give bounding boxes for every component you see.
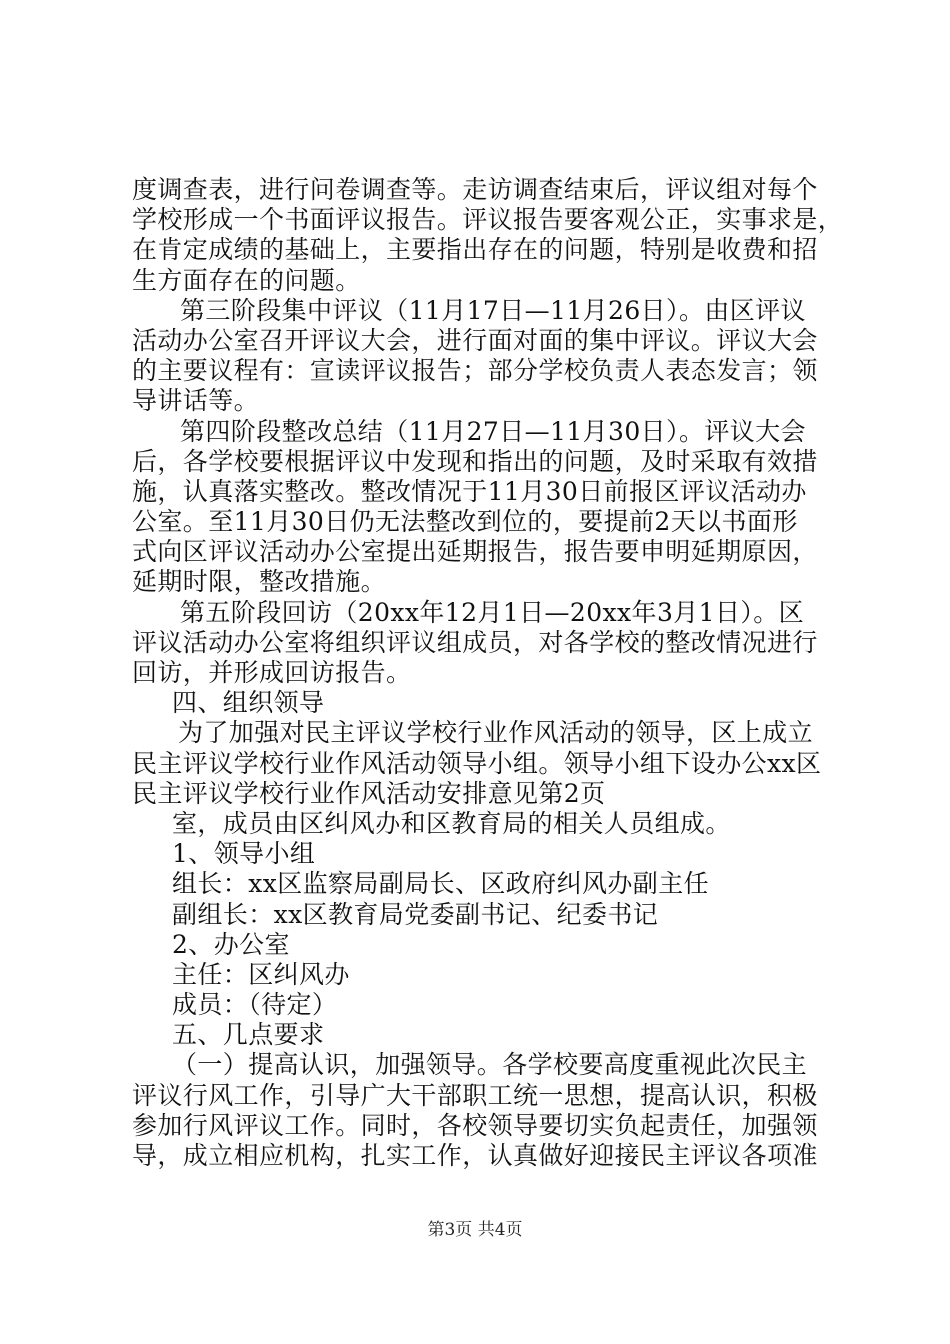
text-line: 活动办公室召开评议大会，进行面对面的集中评议。评议大会 bbox=[132, 325, 818, 355]
text-line: 组长：xx区监察局副局长、区政府纠风办副主任 bbox=[172, 869, 709, 899]
text-line: 公室。至11月30日仍无法整改到位的，要提前2天以书面形 bbox=[132, 507, 798, 537]
text-line: 为了加强对民主评议学校行业作风活动的领导，区上成立 bbox=[178, 718, 814, 748]
text-line: 民主评议学校行业作风活动领导小组。领导小组下设办公xx区 bbox=[132, 748, 822, 778]
text-line: 室，成员由区纠风办和区教育局的相关人员组成。 bbox=[172, 808, 731, 838]
text-line: 生方面存在的问题。 bbox=[132, 265, 361, 295]
text-line: 2、办公室 bbox=[172, 929, 290, 959]
text-line: 评议行风工作，引导广大干部职工统一思想，提高认识，积极 bbox=[132, 1080, 818, 1110]
text-line: 四、组织领导 bbox=[172, 688, 325, 718]
text-line: 度调查表，进行问卷调查等。走访调查结束后，评议组对每个 bbox=[132, 175, 818, 204]
text-line: 回访，并形成回访报告。 bbox=[132, 658, 412, 687]
text-line: 在肯定成绩的基础上，主要指出存在的问题，特别是收费和招 bbox=[132, 235, 818, 265]
text-line: 施，认真落实整改。整改情况于11月30日前报区评议活动办 bbox=[132, 476, 807, 506]
text-line: 评议活动办公室将组织评议组成员，对各学校的整改情况进行 bbox=[132, 627, 818, 657]
text-line: 副组长：xx区教育局党委副书记、纪委书记 bbox=[172, 899, 659, 929]
text-line: 学校形成一个书面评议报告。评议报告要客观公正，实事求是， bbox=[132, 205, 844, 235]
text-line: 第三阶段集中评议（11月17日—11月26日）。由区评议 bbox=[180, 295, 806, 325]
text-line: 第四阶段整改总结（11月27日—11月30日）。评议大会 bbox=[180, 416, 806, 446]
text-line: 导讲话等。 bbox=[132, 386, 260, 416]
text-line: 后，各学校要根据评议中发现和指出的问题，及时采取有效措 bbox=[132, 446, 818, 476]
page-footer: 第3页 共4页 bbox=[427, 1220, 523, 1240]
text-line: 1、领导小组 bbox=[172, 839, 316, 869]
text-line: 的主要议程有：宣读评议报告；部分学校负责人表态发言；领 bbox=[132, 356, 818, 386]
text-line: 民主评议学校行业作风活动安排意见第2页 bbox=[132, 778, 606, 808]
text-line: 参加行风评议工作。同时，各校领导要切实负起责任，加强领 bbox=[132, 1110, 818, 1140]
document-body bbox=[132, 175, 844, 1171]
text-line: 式向区评议活动办公室提出延期报告，报告要申明延期原因， bbox=[132, 537, 818, 567]
text-line: 成员：（待定） bbox=[172, 990, 338, 1020]
text-line: 第五阶段回访（20xx年12月1日—20xx年3月1日）。区 bbox=[180, 597, 805, 627]
text-line: 主任：区纠风办 bbox=[172, 959, 350, 989]
text-line: （一）提高认识，加强领导。各学校要高度重视此次民主 bbox=[172, 1050, 808, 1080]
text-line: 延期时限，整改措施。 bbox=[132, 567, 387, 597]
text-line: 五、几点要求 bbox=[172, 1020, 325, 1050]
text-line: 导，成立相应机构，扎实工作，认真做好迎接民主评议各项准 bbox=[132, 1141, 818, 1170]
